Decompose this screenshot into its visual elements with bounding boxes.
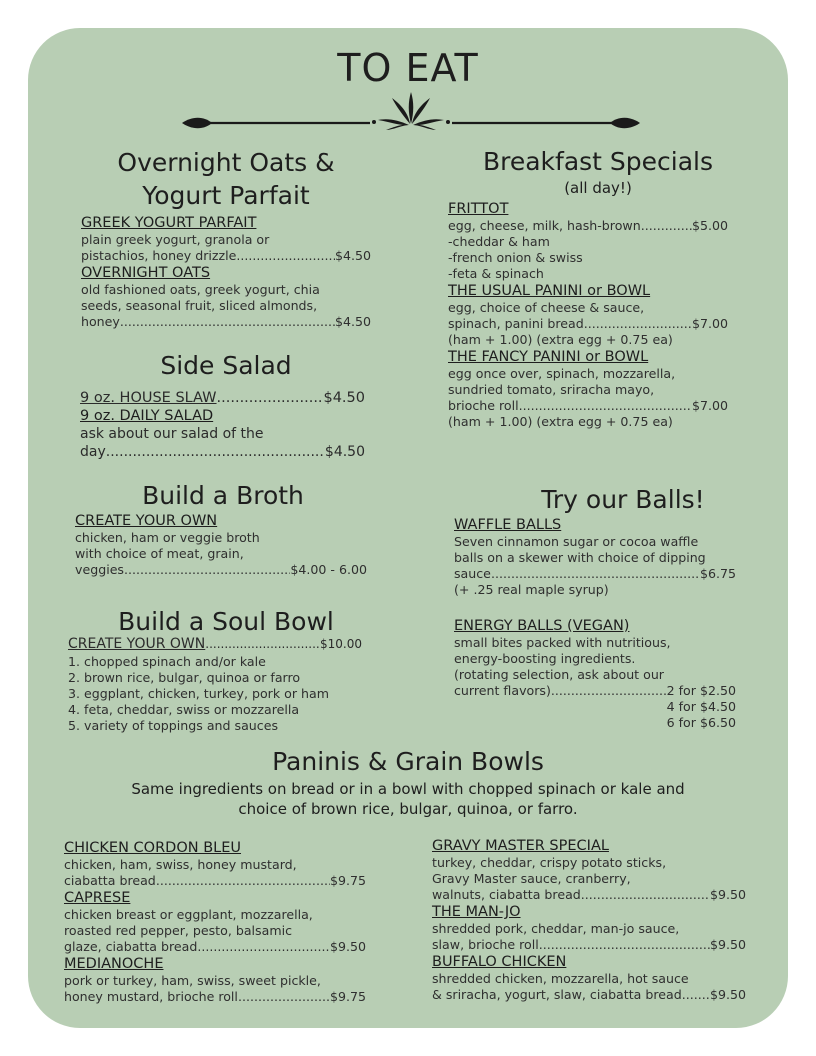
caprese-desc2: roasted red pepper, pesto, balsamic [64, 923, 293, 938]
paninis-left-items [64, 839, 366, 1005]
cordon-bleu-desc2: ciabatta bread [64, 873, 156, 888]
usual-panini-extra: (ham + 1.00) (extra egg + 0.75 ea) [448, 332, 673, 347]
energy-balls-price: 6 for $6.50 [666, 715, 736, 730]
broth-desc2: with choice of meat, grain, [75, 546, 244, 561]
waffle-balls-price: $6.75 [699, 566, 736, 581]
leaf-divider-icon [178, 90, 644, 130]
fancy-panini-desc3: brioche roll [448, 398, 519, 413]
daily-salad-desc2: day [80, 444, 106, 460]
overnight-oats-desc3: honey [81, 314, 120, 329]
energy-balls-desc1: small bites packed with nutritious, [454, 635, 671, 650]
frittot-name: FRITTOT [448, 201, 509, 217]
usual-panini-desc2: spinach, panini bread [448, 316, 584, 331]
house-slaw-row [80, 389, 365, 407]
house-slaw-name: 9 oz. HOUSE SLAW [80, 390, 217, 406]
paninis-right-items [432, 837, 746, 1003]
soul-bowl-step: 1. chopped spinach and/or kale [68, 654, 266, 669]
greek-parfait-desc2: pistachios, honey drizzle [81, 248, 237, 263]
paninis-heading: Paninis & Grain Bowls [272, 747, 544, 776]
oats-items [81, 214, 371, 330]
broth-heading: Build a Broth [142, 481, 304, 510]
energy-balls-price-row [454, 683, 736, 699]
frittot-desc1: egg, cheese, milk, hash-brown [448, 218, 641, 233]
overnight-oats-desc2: seeds, seasonal fruit, sliced almonds, [81, 298, 318, 313]
waffle-balls-desc1: Seven cinnamon sugar or cocoa waffle [454, 534, 699, 549]
frittot-price-row [448, 218, 728, 234]
medianoche-price-row [64, 989, 366, 1005]
energy-balls-price: 2 for $2.50 [666, 683, 736, 698]
greek-parfait-price: $4.50 [334, 248, 371, 263]
breakfast-subheading: (all day!) [564, 179, 632, 197]
daily-salad-desc1: ask about our salad of the [80, 426, 264, 442]
soul-bowl-price-row [68, 636, 362, 653]
energy-balls [454, 617, 736, 731]
greek-parfait-desc: plain greek yogurt, granola or [81, 232, 270, 247]
soul-bowl-create-name: CREATE YOUR OWN [68, 636, 206, 652]
salad-items [80, 389, 365, 461]
frittot-option: -cheddar & ham [448, 234, 550, 249]
house-slaw-price: $4.50 [323, 390, 365, 406]
waffle-balls-desc3: sauce [454, 566, 491, 581]
energy-balls-desc2: energy-boosting ingredients. [454, 651, 636, 666]
soul-bowl-step: 3. eggplant, chicken, turkey, pork or ham [68, 686, 329, 701]
broth-price-row [75, 562, 367, 578]
overnight-oats-desc1: old fashioned oats, greek yogurt, chia [81, 282, 320, 297]
caprese-name: CAPRESE [64, 890, 131, 906]
fancy-panini-name: THE FANCY PANINI or BOWL [448, 349, 649, 365]
man-jo-price: $9.50 [709, 937, 746, 952]
gravy-master-price: $9.50 [709, 887, 746, 902]
soul-bowl-heading: Build a Soul Bowl [118, 607, 334, 636]
man-jo-price-row [432, 937, 746, 953]
greek-parfait-price-row [81, 248, 371, 264]
broth-desc3: veggies [75, 562, 124, 577]
man-jo-name: THE MAN-JO [432, 904, 521, 920]
energy-balls-price: 4 for $4.50 [666, 699, 736, 714]
gravy-master-desc3: walnuts, ciabatta bread [432, 887, 581, 902]
fancy-panini-price-row [448, 398, 728, 414]
cordon-bleu-desc1: chicken, ham, swiss, honey mustard, [64, 857, 297, 872]
daily-salad-price-row [80, 443, 365, 461]
buffalo-chicken-desc2: & sriracha, yogurt, slaw, ciabatta bread [432, 987, 682, 1002]
broth-desc1: chicken, ham or veggie broth [75, 530, 260, 545]
salad-heading: Side Salad [160, 351, 292, 380]
caprese-price: $9.50 [329, 939, 366, 954]
caprese-price-row [64, 939, 366, 955]
medianoche-price: $9.75 [329, 989, 366, 1004]
soul-bowl-steps [68, 654, 388, 734]
caprese-desc3: glaze, ciabatta bread [64, 939, 198, 954]
usual-panini-name: THE USUAL PANINI or BOWL [448, 283, 651, 299]
gravy-master-desc2: Gravy Master sauce, cranberry, [432, 871, 631, 886]
broth-create-name: CREATE YOUR OWN [75, 513, 218, 529]
energy-balls-desc4: current flavors) [454, 683, 551, 698]
paninis-desc2: choice of brown rice, bulgar, quinoa, or farro. [238, 800, 578, 818]
soul-bowl-step: 4. feta, cheddar, swiss or mozzarella [68, 702, 300, 717]
energy-balls-name: ENERGY BALLS (VEGAN) [454, 618, 630, 634]
usual-panini-price-row [448, 316, 728, 332]
oats-heading-line2: Yogurt Parfait [142, 181, 310, 210]
breakfast-items [448, 200, 728, 430]
gravy-master-name: GRAVY MASTER SPECIAL [432, 838, 609, 854]
medianoche-desc1: pork or turkey, ham, swiss, sweet pickle, [64, 973, 321, 988]
caprese-desc1: chicken breast or eggplant, mozzarella, [64, 907, 313, 922]
overnight-oats-price-row [81, 314, 371, 330]
frittot-price: $5.00 [691, 218, 728, 233]
balls-items [454, 516, 736, 598]
energy-balls-desc3: (rotating selection, ask about our [454, 667, 664, 682]
soul-bowl-price: $10.00 [320, 637, 362, 651]
soul-bowl-step: 5. variety of toppings and sauces [68, 718, 279, 733]
usual-panini-price: $7.00 [691, 316, 728, 331]
balls-heading: Try our Balls! [541, 485, 705, 514]
waffle-balls-extra: (+ .25 real maple syrup) [454, 582, 609, 597]
paninis-desc1: Same ingredients on bread or in a bowl with chopped spinach or kale and [131, 780, 685, 798]
buffalo-chicken-price: $9.50 [709, 987, 746, 1002]
gravy-master-price-row [432, 887, 746, 903]
broth-price: $4.00 - 6.00 [290, 562, 367, 577]
oats-heading-line1: Overnight Oats & [117, 148, 335, 177]
usual-panini-desc1: egg, choice of cheese & sauce, [448, 300, 645, 315]
cordon-bleu-price-row [64, 873, 366, 889]
daily-salad-name: 9 oz. DAILY SALAD [80, 408, 214, 424]
waffle-balls-name: WAFFLE BALLS [454, 517, 562, 533]
daily-salad-price: $4.50 [324, 444, 365, 460]
menu-card [28, 28, 788, 1028]
frittot-option: -french onion & swiss [448, 250, 583, 265]
menu-title: TO EAT [337, 46, 479, 90]
buffalo-chicken-desc1: shredded chicken, mozzarella, hot sauce [432, 971, 689, 986]
overnight-oats-name: OVERNIGHT OATS [81, 265, 211, 281]
waffle-balls-price-row [454, 566, 736, 582]
man-jo-desc2: slaw, brioche roll [432, 937, 539, 952]
soul-bowl-items [68, 636, 362, 653]
broth-items [75, 512, 367, 578]
man-jo-desc1: shredded pork, cheddar, man-jo sauce, [432, 921, 680, 936]
breakfast-heading: Breakfast Specials [482, 147, 714, 176]
fancy-panini-price: $7.00 [691, 398, 728, 413]
overnight-oats-price: $4.50 [334, 314, 371, 329]
fancy-panini-desc2: sundried tomato, sriracha mayo, [448, 382, 655, 397]
medianoche-name: MEDIANOCHE [64, 956, 164, 972]
greek-parfait-name: GREEK YOGURT PARFAIT [81, 215, 257, 231]
frittot-option: -feta & spinach [448, 266, 544, 281]
waffle-balls-desc2: balls on a skewer with choice of dipping [454, 550, 706, 565]
buffalo-chicken-price-row [432, 987, 746, 1003]
cordon-bleu-price: $9.75 [329, 873, 366, 888]
gravy-master-desc1: turkey, cheddar, crispy potato sticks, [432, 855, 667, 870]
buffalo-chicken-name: BUFFALO CHICKEN [432, 954, 567, 970]
fancy-panini-extra: (ham + 1.00) (extra egg + 0.75 ea) [448, 414, 673, 429]
fancy-panini-desc1: egg once over, spinach, mozzarella, [448, 366, 676, 381]
medianoche-desc2: honey mustard, brioche roll [64, 989, 238, 1004]
soul-bowl-step: 2. brown rice, bulgar, quinoa or farro [68, 670, 301, 685]
cordon-bleu-name: CHICKEN CORDON BLEU [64, 840, 242, 856]
